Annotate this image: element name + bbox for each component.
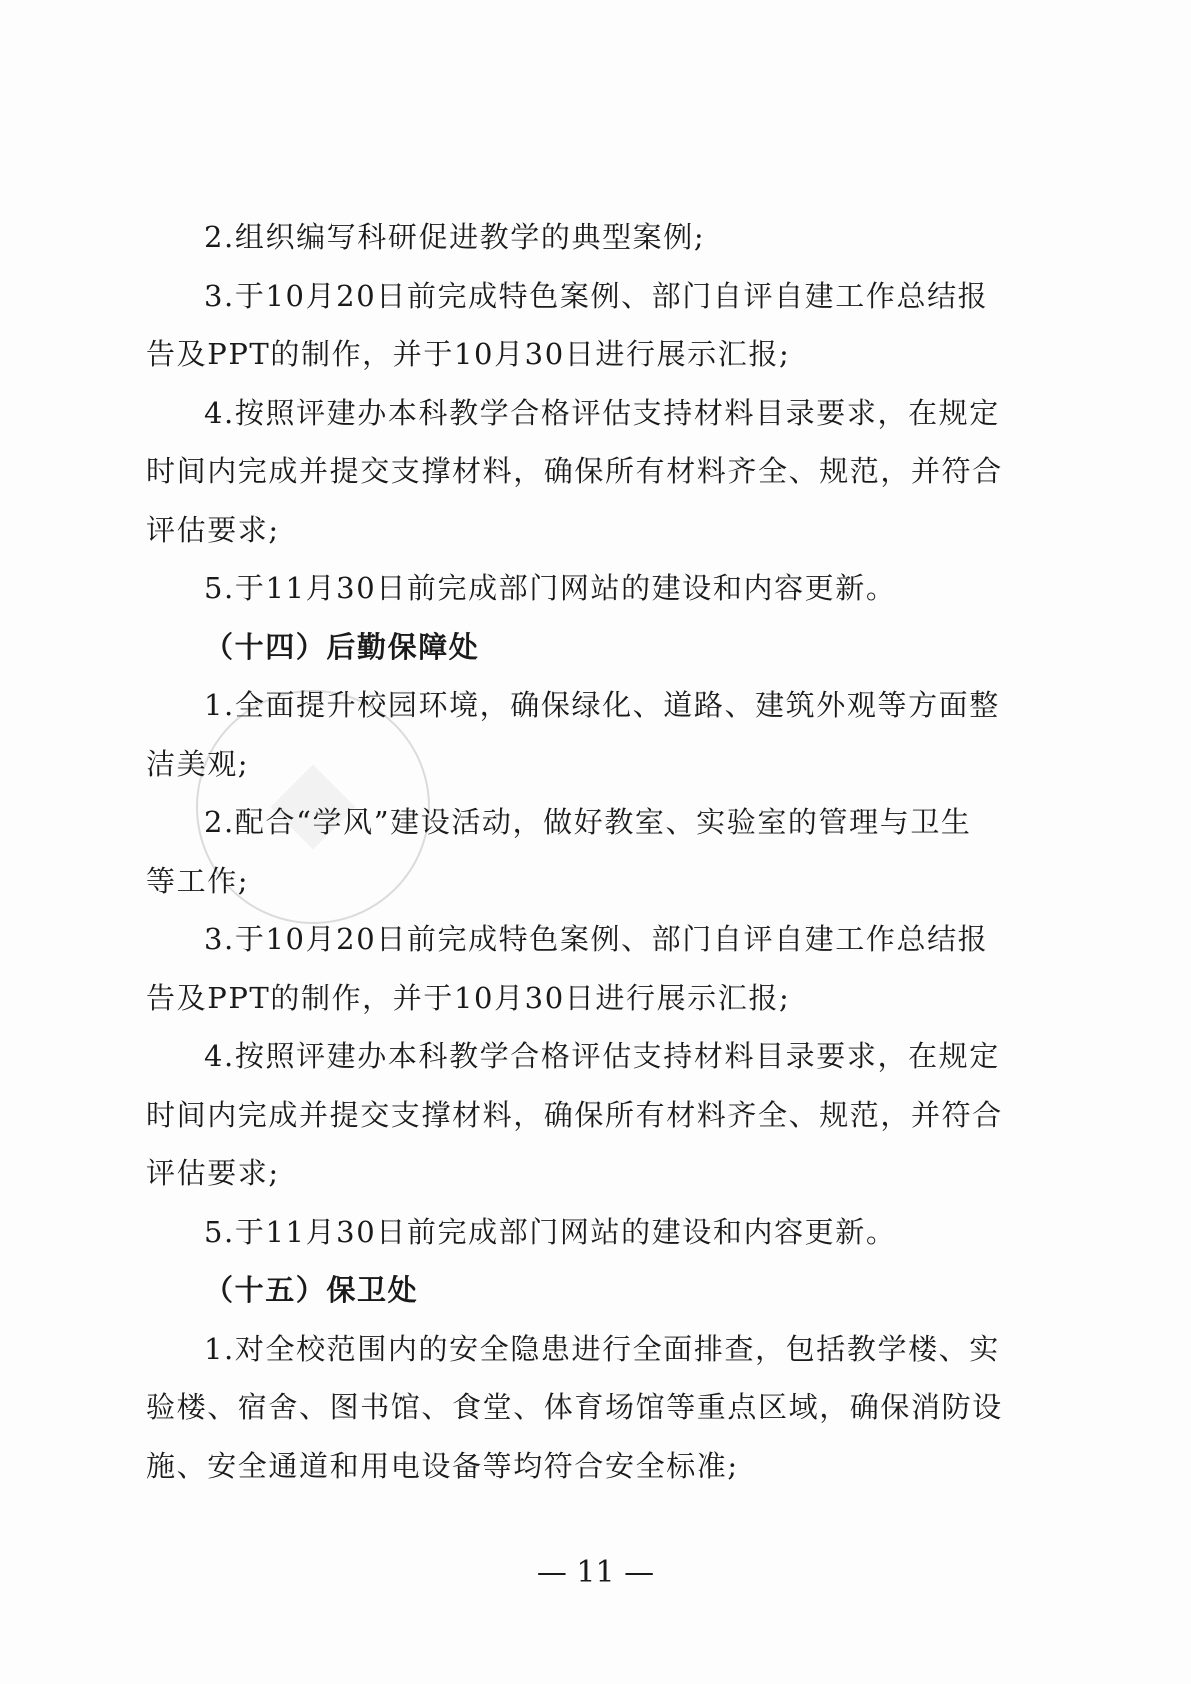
text-line: 等工作; bbox=[146, 863, 250, 898]
text-line: 告及PPT的制作，并于10月30日进行展示汇报; bbox=[146, 980, 791, 1015]
text-line: 告及PPT的制作，并于10月30日进行展示汇报; bbox=[146, 337, 791, 371]
text-line: 验楼、宿舍、图书馆、食堂、体育场馆等重点区域，确保消防设 bbox=[146, 1390, 1003, 1424]
text-line: 3.于10月20日前完成特色案例、部门自评自建工作总结报 bbox=[204, 922, 989, 956]
text-line: 4.按照评建办本科教学合格评估支持材料目录要求，在规定 bbox=[204, 395, 1000, 430]
text-line: 洁美观; bbox=[146, 746, 250, 781]
text-line: 4.按照评建办本科教学合格评估支持材料目录要求，在规定 bbox=[204, 1039, 1000, 1073]
text-line: 5.于11月30日前完成部门网站的建设和内容更新。 bbox=[204, 571, 897, 605]
text-line: 时间内完成并提交支撑材料，确保所有材料齐全、规范，并符合 bbox=[146, 1097, 1003, 1132]
text-line: 评估要求; bbox=[146, 1156, 280, 1190]
text-line: 时间内完成并提交支撑材料，确保所有材料齐全、规范，并符合 bbox=[146, 454, 1003, 488]
text-line: 评估要求; bbox=[146, 512, 280, 547]
section-heading: （十四）后勤保障处 bbox=[204, 629, 480, 664]
text-line: 2.组织编写科研促进教学的典型案例; bbox=[204, 220, 706, 254]
text-line: 1.全面提升校园环境，确保绿化、道路、建筑外观等方面整 bbox=[204, 688, 1000, 722]
text-line: 1.对全校范围内的安全隐患进行全面排查，包括教学楼、实 bbox=[204, 1331, 1000, 1366]
text-line: 3.于10月20日前完成特色案例、部门自评自建工作总结报 bbox=[204, 278, 989, 313]
page-number: — 11 — bbox=[536, 1555, 655, 1590]
text-line: 施、安全通道和用电设备等均符合安全标准; bbox=[146, 1448, 739, 1483]
document-body bbox=[146, 208, 1036, 1495]
section-heading: （十五）保卫处 bbox=[204, 1273, 419, 1307]
text-line: 5.于11月30日前完成部门网站的建设和内容更新。 bbox=[204, 1214, 897, 1249]
text-line: 2.配合“学风”建设活动，做好教室、实验室的管理与卫生 bbox=[204, 805, 972, 839]
